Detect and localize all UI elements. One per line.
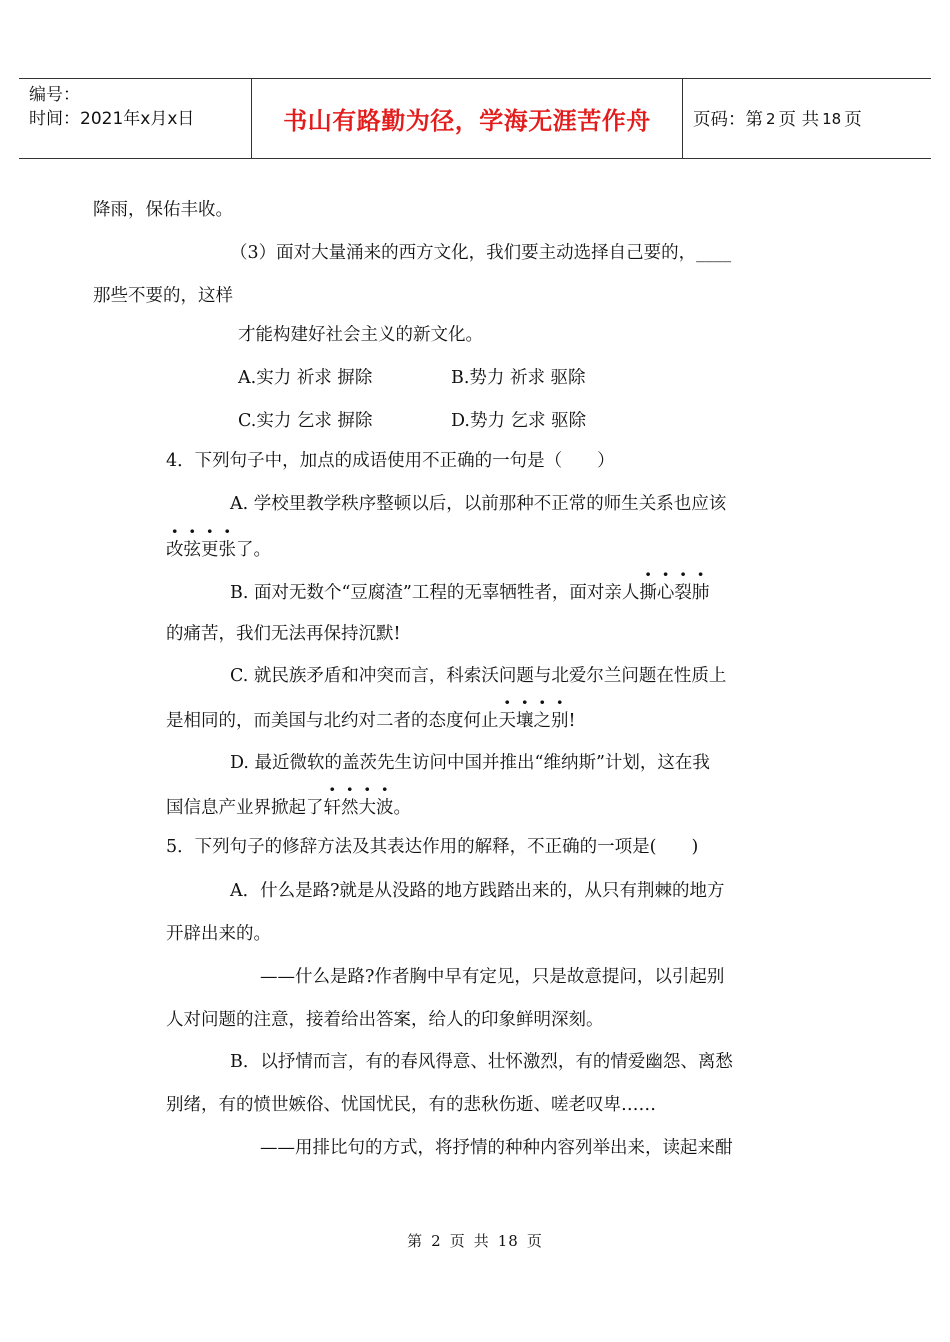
emphasis-char: 肺 xyxy=(691,583,710,603)
text-line xyxy=(230,581,709,605)
emphasis-char: 然 xyxy=(341,798,359,818)
serial-label: 编号： xyxy=(29,85,80,105)
text-line: ——用排比句的方式，将抒情的种种内容列举出来，读起来酣 xyxy=(260,1138,733,1158)
footer-gong: 共 xyxy=(473,1232,490,1250)
dotted-idiom xyxy=(166,540,236,560)
footer-total: 18 xyxy=(497,1232,519,1250)
text-line xyxy=(166,796,411,820)
page-suffix: 页 xyxy=(844,110,862,130)
text-line: A．什么是路?就是从没路的地方践踏出来的，从只有荆棘的地方 xyxy=(230,881,725,901)
text-line xyxy=(166,538,271,562)
text-line: ——什么是路?作者胸中早有定见，只是故意提问，以引起别 xyxy=(260,967,725,987)
dotted-idiom xyxy=(639,583,709,603)
option-b: B.势力 祈求 驱除 xyxy=(451,368,586,388)
emphasis-char: 波 xyxy=(376,798,394,818)
header-divider xyxy=(682,79,683,158)
page-prefix: 页码：第 xyxy=(693,110,763,130)
emphasis-char: 裂 xyxy=(674,583,692,603)
footer-di: 第 xyxy=(407,1232,424,1250)
question-stem: 5．下列句子的修辞方法及其表达作用的解释，不正确的一项是( ) xyxy=(166,837,699,857)
footer-ye: 页 xyxy=(526,1232,543,1250)
text-line: 人对问题的注意，接着给出答案，给人的印象鲜明深刻。 xyxy=(166,1010,604,1030)
dotted-idiom xyxy=(324,798,394,818)
text-line: 降雨，保佑丰收。 xyxy=(93,200,233,220)
text-segment: 是相同的，而美国与北约对二者的态度何止 xyxy=(166,711,499,731)
emphasis-char: 心 xyxy=(656,583,675,603)
page-footer xyxy=(0,1230,950,1251)
header-motto: 书山有路勤为径，学海无涯苦作舟 xyxy=(283,107,651,135)
time-label: 时间：2021年x月x日 xyxy=(29,109,195,129)
header-meta xyxy=(29,83,194,131)
text-segment: ! xyxy=(568,711,576,731)
footer-ye: 页 xyxy=(449,1232,466,1250)
text-line: B．以抒情而言，有的春风得意、壮怀激烈，有的情爱幽怨、离愁 xyxy=(230,1052,733,1072)
text-line: C. 就民族矛盾和冲突而言，科索沃问题与北爱尔兰问题在性质上 xyxy=(230,666,727,686)
emphasis-char: 撕 xyxy=(639,583,657,603)
emphasis-char: 更 xyxy=(201,540,219,560)
text-line: 才能构建好社会主义的新文化。 xyxy=(238,325,483,345)
emphasis-char: 张 xyxy=(218,540,236,560)
emphasis-char: 之 xyxy=(533,711,551,731)
document-header xyxy=(19,78,931,159)
text-line xyxy=(166,709,576,733)
page-number: 2 xyxy=(766,109,776,128)
text-line: D. 最近微软的盖茨先生访问中国并推出“维纳斯”计划，这在我 xyxy=(230,753,710,773)
text-line: 的痛苦，我们无法再保持沉默! xyxy=(166,624,401,644)
emphasis-char: 轩 xyxy=(323,798,341,818)
header-page-info xyxy=(693,79,862,158)
text-line: （3）面对大量涌来的西方文化，我们要主动选择自己要的，____ xyxy=(230,243,732,263)
option-d: D.势力 乞求 驱除 xyxy=(451,411,587,431)
text-segment: 了。 xyxy=(236,540,271,560)
text-segment: B. 面对无数个“豆腐渣”工程的无辜牺牲者，面对亲人 xyxy=(230,583,640,603)
footer-page: 2 xyxy=(431,1232,442,1250)
dotted-idiom xyxy=(499,711,569,731)
text-line: 开辟出来的。 xyxy=(166,924,271,944)
page-total: 18 xyxy=(822,109,842,128)
text-line: A. 学校里教学秩序整顿以后，以前那种不正常的师生关系也应该 xyxy=(230,494,727,514)
emphasis-char: 弦 xyxy=(183,540,201,560)
question-stem: 4．下列句子中，加点的成语使用不正确的一句是（ ） xyxy=(166,451,615,471)
emphasis-char: 壤 xyxy=(516,711,534,731)
option-c: C.实力 乞求 摒除 xyxy=(238,411,373,431)
option-a: A.实力 祈求 摒除 xyxy=(238,368,373,388)
page-mid: 页 共 xyxy=(778,110,820,130)
text-line: 那些不要的，这样 xyxy=(93,286,233,306)
emphasis-char: 大 xyxy=(358,798,376,818)
text-segment: 。 xyxy=(393,798,411,818)
text-segment: 国信息产业界掀起了 xyxy=(166,798,324,818)
emphasis-char: 天 xyxy=(498,711,516,731)
emphasis-char: 别 xyxy=(551,711,569,731)
text-line: 别绪，有的愤世嫉俗、忧国忧民，有的悲秋伤逝、嗟老叹卑…… xyxy=(166,1095,656,1115)
emphasis-char: 改 xyxy=(166,540,184,560)
